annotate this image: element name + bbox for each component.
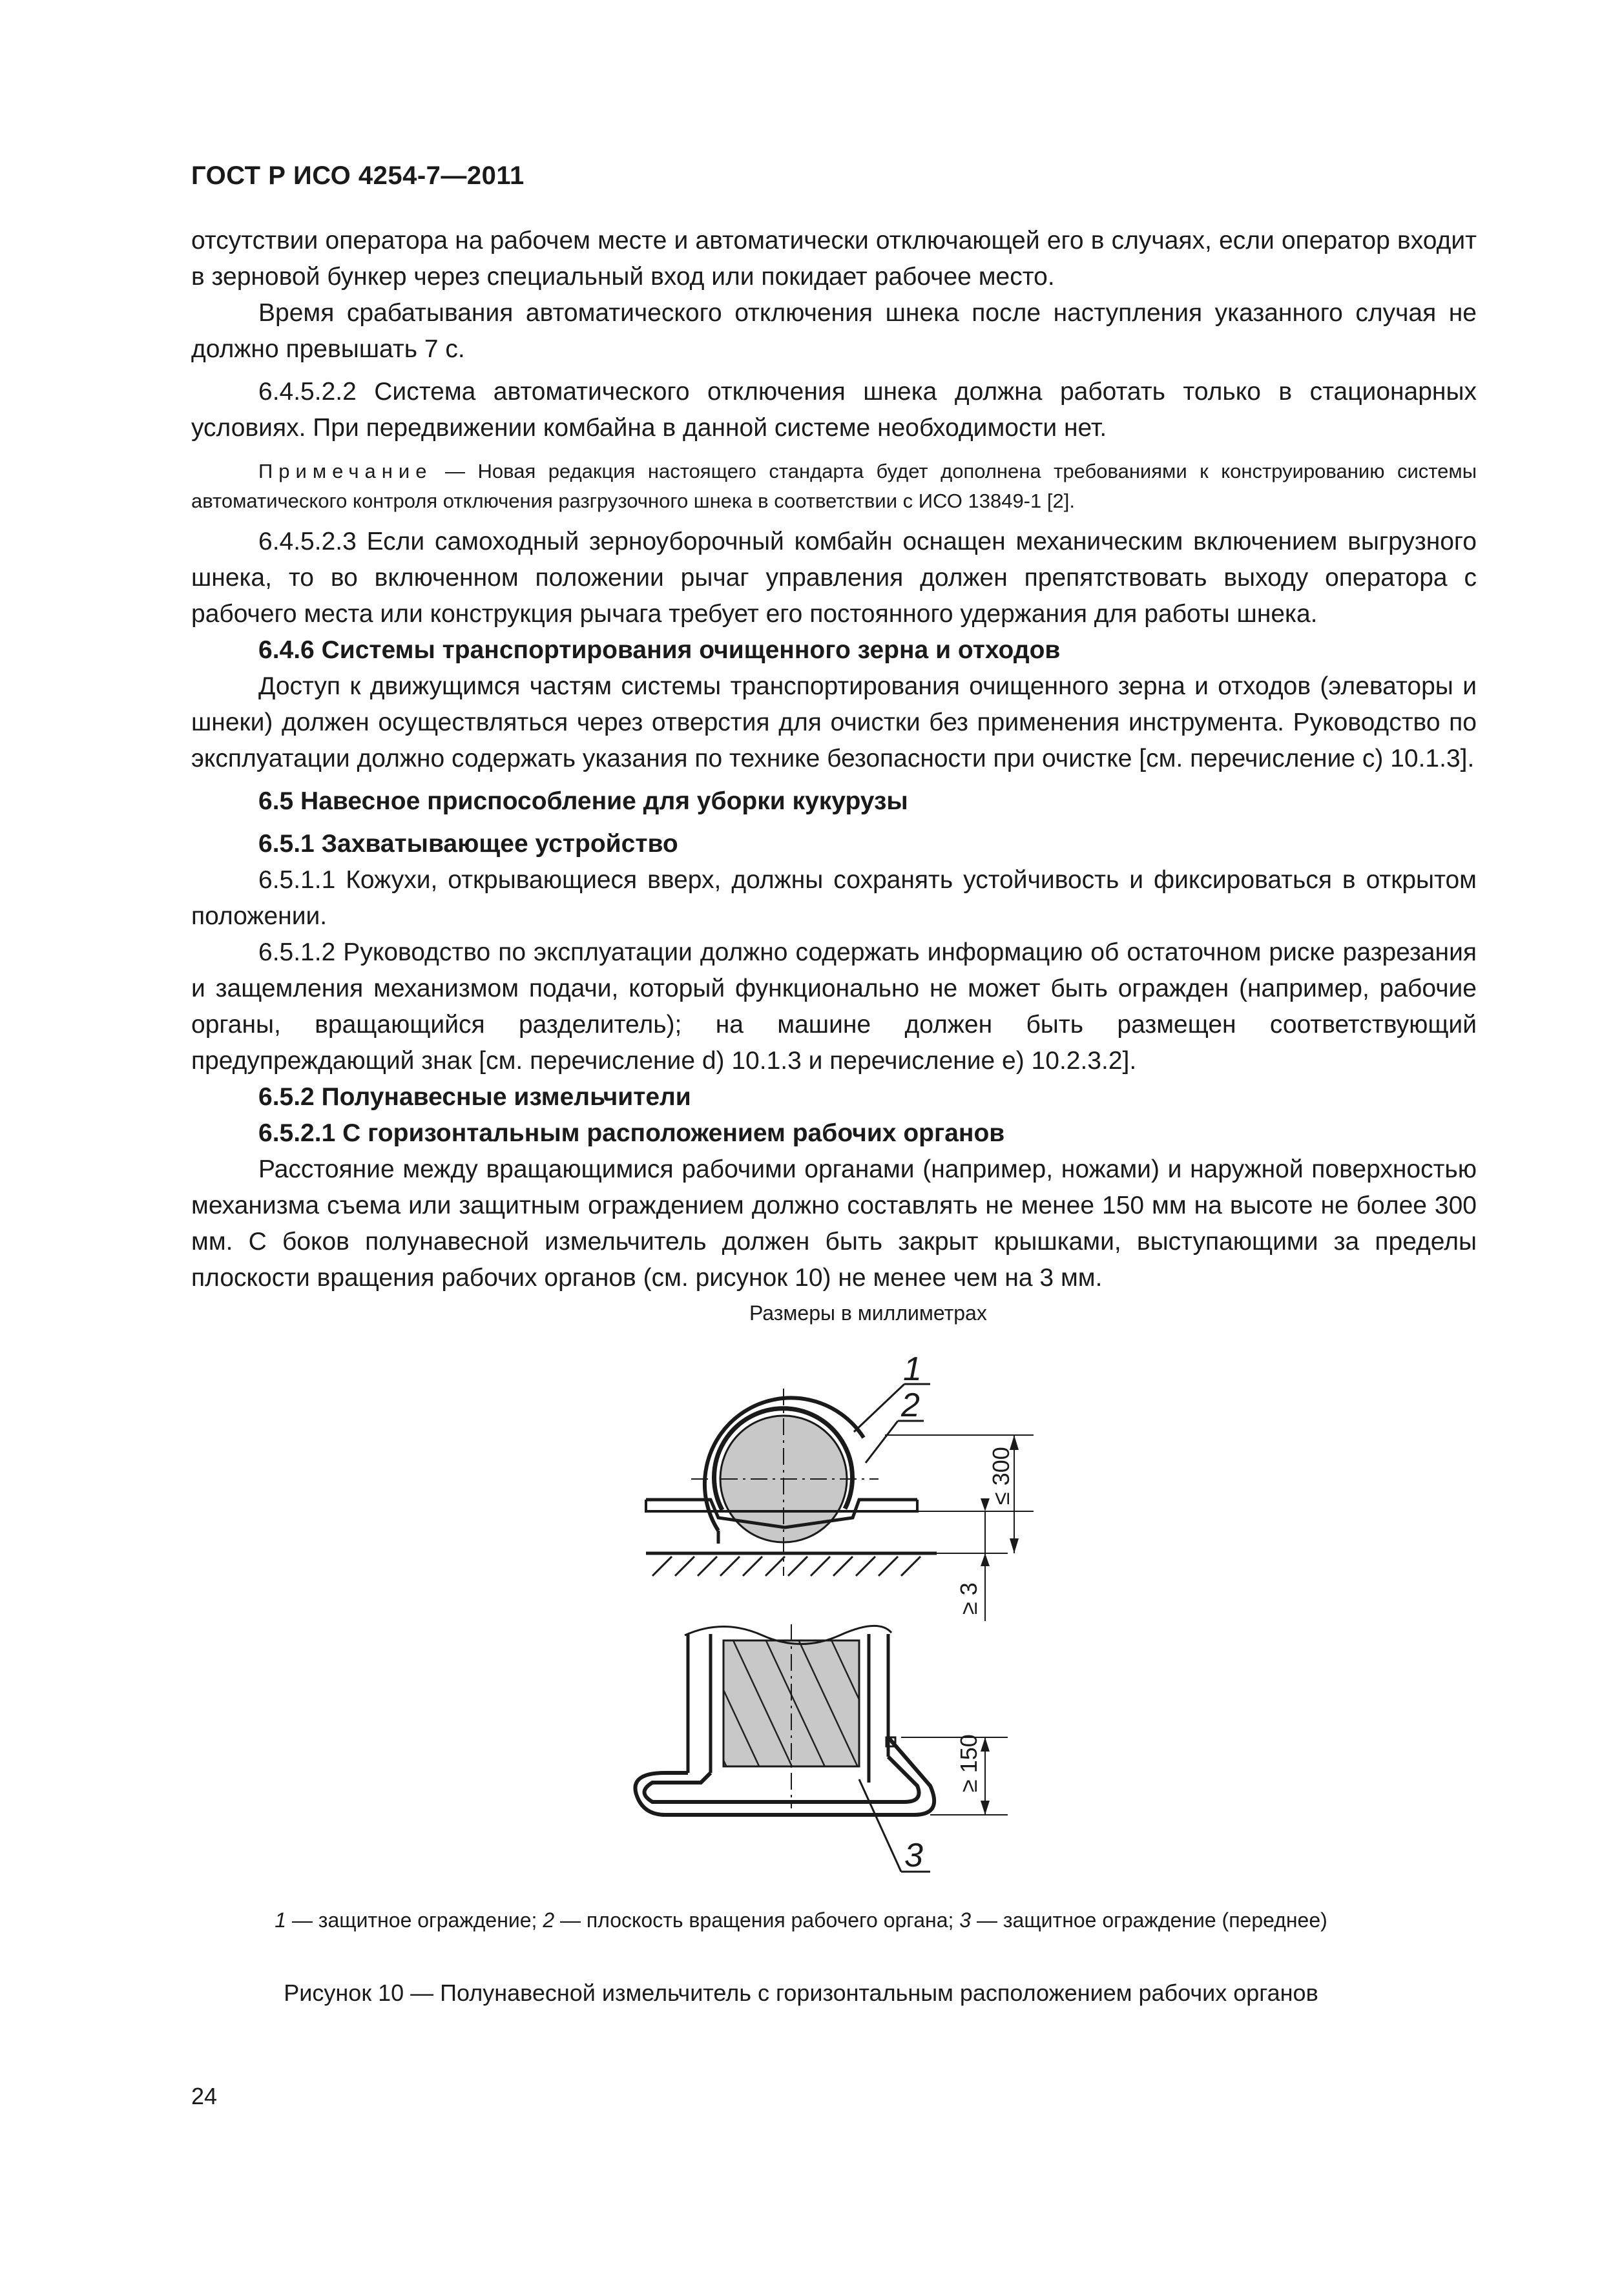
label-2: 2	[901, 1387, 920, 1424]
body-text	[191, 223, 1477, 1296]
paragraph: Расстояние между вращающимися рабочими органами (например, ножами) и наружной поверхностью механизма съема или защитным ограждением должно составлять не менее 150 мм на высоте не более 300 мм. С боков полунавесной измельчитель должен быть закрыт крышками, выступающими за пределы плоскости вращения рабочих органов (см. рисунок 10) не менее чем на 3 мм.	[191, 1155, 1477, 1292]
paragraph: 6.5.1.1 Кожухи, открывающиеся вверх, должны сохранять устойчивость и фиксироваться в открытом положении.	[191, 866, 1477, 930]
document-header: ГОСТ Р ИСО 4254-7—2011	[191, 161, 525, 190]
dimension-300: ≤ 300	[988, 1447, 1014, 1505]
note-text: — Новая редакция настоящего стандарта будет дополнена требованиями к конструированию системы автоматического контроля отключения разгрузочного шнека в соответствии с ИСО 13849-1 [2].	[191, 460, 1477, 512]
paragraph: отсутствии оператора на рабочем месте и автоматически отключающей его в случаях, если оператор входит в зерновой бункер через специальный вход или покидает рабочее место.	[191, 227, 1477, 291]
section-heading: 6.5.1 Захватывающее устройство	[258, 830, 678, 858]
paragraph: Время срабатывания автоматического отключения шнека после наступления указанного случая не должно превышать 7 с.	[191, 299, 1477, 363]
legend-num-3: 3	[959, 1908, 972, 1932]
legend-text-2: — плоскость вращения рабочего органа;	[554, 1908, 960, 1932]
paragraph: 6.5.1.2 Руководство по эксплуатации должно содержать информацию об остаточном риске разрезания и защемления механизмом подачи, который функционально не может быть огражден (например, рабочие органы, вращающийся разделитель); на машине должен быть размещен соответствующий предупреждающий знак [см. перечисление d) 10.1.3 и перечисление е) 10.2.3.2].	[191, 938, 1477, 1075]
legend-num-2: 2	[543, 1908, 555, 1932]
front-view	[635, 1624, 1008, 1874]
paragraph: 6.4.5.2.2 Система автоматического отключения шнека должна работать только в стационарных условиях. При передвижении комбайна в данной системе необходимости нет.	[191, 378, 1477, 442]
legend-text-3: — защитное ограждение (переднее)	[971, 1908, 1327, 1932]
section-heading: 6.5.2 Полунавесные измельчители	[258, 1083, 691, 1111]
paragraph: Доступ к движущимся частям системы транспортирования очищенного зерна и отходов (элеваторы и шнеки) должен осуществляться через отверстия для очистки без применения инструмента. Руководство по эксплуатации должно содержать указания по технике безопасности при очистке [см. перечисление с) 10.1.3].	[191, 672, 1477, 772]
dimension-3: ≥ 3	[955, 1582, 982, 1615]
label-1: 1	[903, 1350, 922, 1388]
figure-legend	[0, 1908, 1602, 1932]
legend-text-1: — защитное ограждение;	[286, 1908, 543, 1932]
note-label: Примечание	[258, 460, 433, 482]
ground-hatch	[652, 1557, 921, 1576]
section-heading: 6.5.2.1 С горизонтальным расположением рабочих органов	[258, 1119, 1005, 1147]
page-number: 24	[191, 2083, 218, 2109]
legend-num-1: 1	[275, 1908, 286, 1932]
dimension-150: ≥ 150	[955, 1734, 982, 1792]
section-heading: 6.4.6 Системы транспортирования очищенного зерна и отходов	[258, 636, 1061, 664]
label-3: 3	[904, 1837, 923, 1874]
section-heading: 6.5 Навесное приспособление для уборки кукурузы	[258, 787, 908, 815]
figure-caption: Рисунок 10 — Полунавесной измельчитель с горизонтальным расположением рабочих органов	[284, 1980, 1318, 2006]
paragraph: 6.4.5.2.3 Если самоходный зерноуборочный комбайн оснащен механическим включением выгрузного шнека, то во включенном положении рычаг управления должен препятствовать выходу оператора с рабочего места или конструкция рычага требует его постоянного удержания для работы шнека.	[191, 528, 1477, 628]
side-view	[646, 1350, 1034, 1621]
note	[191, 457, 1477, 516]
figure-10-drawing	[620, 1301, 1098, 2296]
figure-units-note: Размеры в миллиметрах	[749, 1301, 987, 1325]
